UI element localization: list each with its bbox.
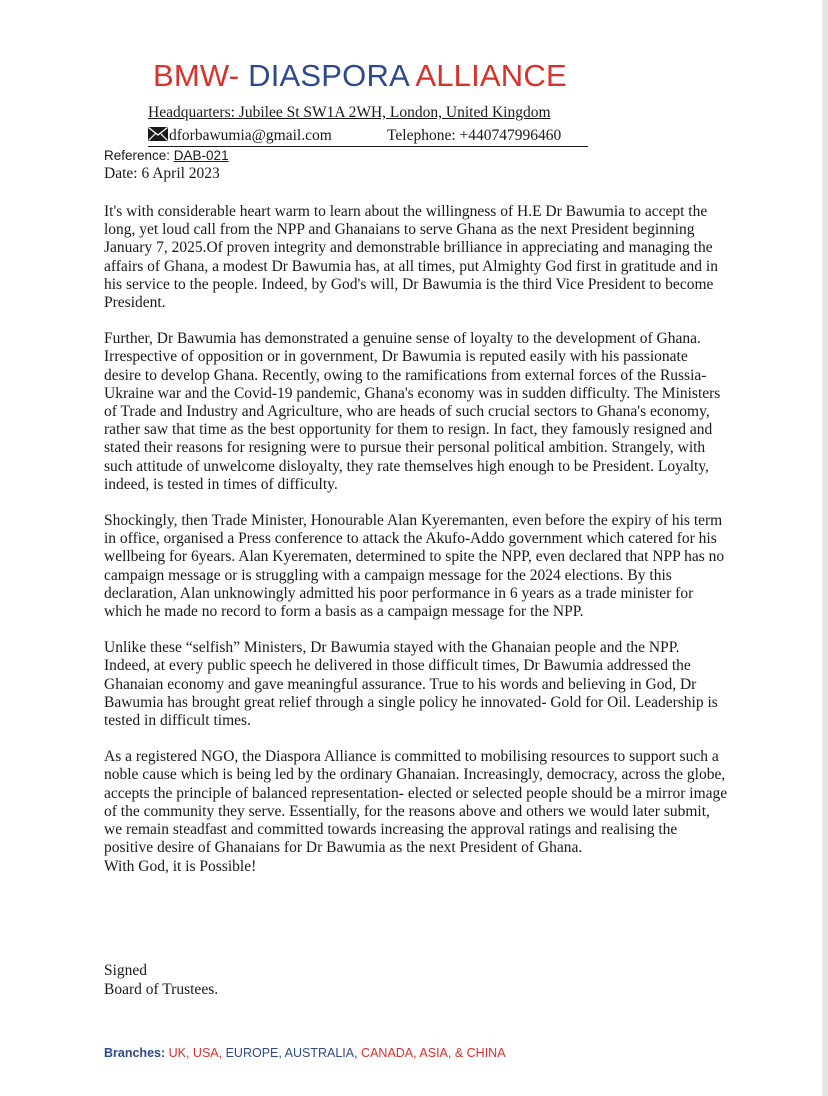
signatory: Board of Trustees. — [104, 980, 219, 998]
signature-block — [104, 962, 218, 999]
closing-line: With God, it is Possible! — [104, 857, 257, 875]
paragraph-3: Shockingly, then Trade Minister, Honourable Alan Kyeremanten, even before the expiry of his term in office, organised a Press conference to attack the Akufo-Addo government which catered for his wellbeing for 6years. Alan Kyerematen, determined to spite the NPP, even declared that NPP has no campaign message or is struggling with a campaign message for the 2024 elections. By this declaration, Alan unknowingly admitted his poor performance in 6 years as a trade minister for which he made no record to form a basis as a campaign message for the NPP. — [104, 512, 725, 621]
paragraph-2: Further, Dr Bawumia has demonstrated a genuine sense of loyalty to the development of Ghana. Irrespective of opposition or in government, Dr Bawumia is reputed easily with his passionate desire to develop Ghana. Recently, owing to the ramifications from external forces of the Russia-Ukraine war and the Covid-19 pandemic, Ghana's economy was in sudden difficulty. The Ministers of Trade and Industry and Agriculture, who are heads of such crucial sectors to Ghana's economy, rather saw that time as the best opportunity for them to resign. In fact, they famously resigned and stated their reasons for resigning were to pursue their personal political ambition. Strangely, with such attitude of unwelcome disloyalty, they rate themselves high enough to be President. Loyalty, indeed, is tested in times of difficulty. — [104, 330, 721, 493]
letter-date: Date: 6 April 2023 — [104, 165, 220, 182]
email-address[interactable]: dforbawumia@gmail.com — [169, 127, 332, 144]
paragraph-5: As a registered NGO, the Diaspora Alliance is committed to mobilising resources to support such a noble cause which is being led by the ordinary Ghanaian. Increasingly, democracy, across the globe, accepts the principle of balanced representation- elected or selected people should be a mirror image of the community they serve. Essentially, for the reasons above and others we would later submit, we remain steadfast and committed towards increasing the approval ratings and realising the positive desire of Ghanaians for Dr Bawumia as the next President of Ghana. — [104, 748, 728, 857]
envelope-icon — [148, 127, 168, 141]
branches-red-1: UK, USA, — [168, 1046, 226, 1060]
title-part-bmw: BMW- — [153, 58, 249, 93]
branches-red-2: CANADA, ASIA, & CHINA — [361, 1046, 506, 1060]
telephone-number: Telephone: +440747996460 — [387, 127, 562, 144]
letter-body — [104, 203, 728, 876]
reference-label: Reference: — [104, 148, 174, 163]
branches-footer — [104, 1046, 506, 1060]
title-part-alliance: ALLIANCE — [415, 58, 567, 93]
title-part-diaspora: DIASPORA — [248, 58, 416, 93]
headquarters-address: Headquarters: Jubilee St SW1A 2WH, London, United Kingdom — [148, 104, 551, 121]
paragraph-4: Unlike these “selfish” Ministers, Dr Bawumia stayed with the Ghanaian people and the NPP. Indeed, at every public speech he delivered in those difficult times, Dr Bawumia addressed the Ghanaian economy and gave meaningful assurance. True to his words and believing in God, Dr Bawumia has brought great relief through a single policy he innovated- Gold for Oil. Leadership is tested in difficult times. — [104, 639, 718, 730]
reference-line — [104, 148, 229, 163]
signed-label: Signed — [104, 962, 148, 979]
letterhead-title — [153, 58, 567, 94]
reference-code: DAB-021 — [173, 148, 229, 163]
branches-label: Branches: — [104, 1046, 169, 1060]
paragraph-1: It's with considerable heart warm to learn about the willingness of H.E Dr Bawumia to accept the long, yet loud call from the NPP and Ghanaians to serve Ghana as the next President beginning January 7, 2025.Of proven integrity and demonstrable brilliance in appreciating and managing the affairs of Ghana, a modest Dr Bawumia has, at all times, put Almighty God first in gratitude and in his service to the people. Indeed, by God's will, Dr Bawumia is the third Vice President to become President. — [104, 203, 718, 312]
branches-blue: EUROPE, AUSTRALIA, — [225, 1046, 362, 1060]
contact-line — [148, 127, 588, 147]
